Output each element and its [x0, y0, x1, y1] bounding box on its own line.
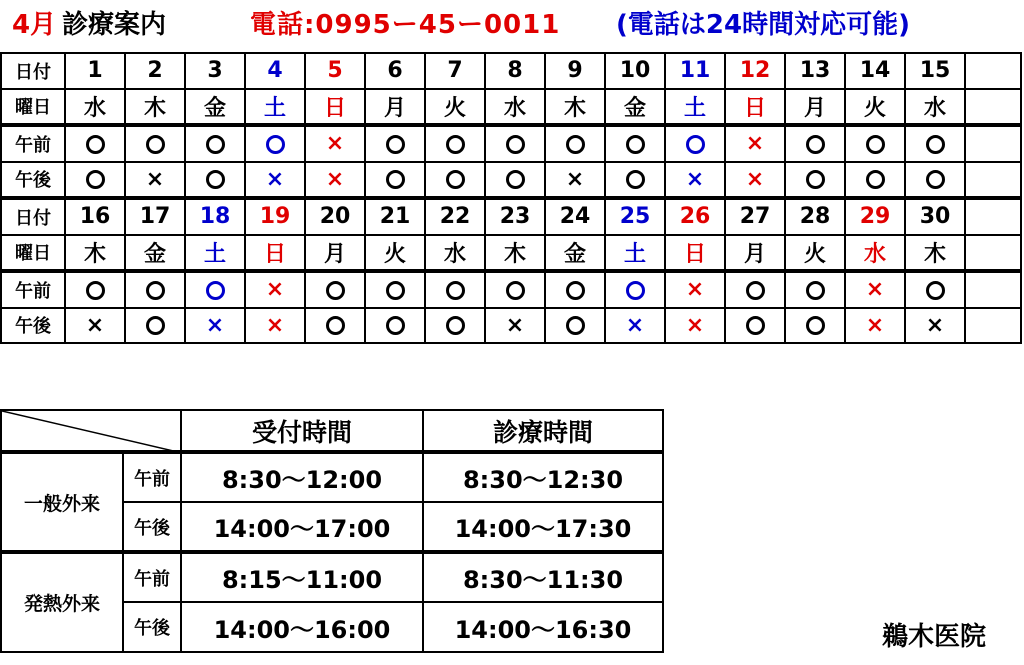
circle-icon	[206, 135, 225, 154]
day-number: 16	[65, 198, 125, 235]
cross-icon: ×	[685, 166, 705, 192]
open-mark	[65, 125, 125, 162]
open-mark	[545, 271, 605, 308]
empty-cell	[965, 271, 1021, 308]
day-number: 4	[245, 53, 305, 89]
open-mark	[905, 162, 965, 199]
month-label: 4月	[12, 10, 57, 40]
cross-icon: ×	[625, 312, 645, 338]
day-weekday: 水	[845, 235, 905, 272]
session-am: 午前	[123, 552, 181, 602]
circle-icon	[626, 135, 645, 154]
open-mark	[845, 125, 905, 162]
session-pm: 午後	[123, 502, 181, 552]
open-mark	[785, 162, 845, 199]
circle-icon	[566, 281, 585, 300]
day-number: 29	[845, 198, 905, 235]
circle-icon	[146, 135, 165, 154]
open-mark	[65, 271, 125, 308]
day-weekday: 木	[545, 89, 605, 126]
closed-mark	[245, 308, 305, 344]
day-number: 27	[725, 198, 785, 235]
circle-icon	[146, 316, 165, 335]
circle-icon	[746, 281, 765, 300]
day-weekday: 金	[545, 235, 605, 272]
open-mark	[185, 162, 245, 199]
open-mark	[905, 125, 965, 162]
closed-mark	[905, 308, 965, 344]
open-mark	[125, 125, 185, 162]
open-mark	[605, 162, 665, 199]
day-number: 1	[65, 53, 125, 89]
empty-cell	[965, 235, 1021, 272]
circle-icon	[446, 281, 465, 300]
day-weekday: 月	[785, 89, 845, 126]
open-mark	[65, 162, 125, 199]
row-label-weekday: 曜日	[1, 89, 65, 126]
open-mark	[245, 125, 305, 162]
day-number: 5	[305, 53, 365, 89]
cross-icon: ×	[145, 166, 165, 192]
circle-icon	[686, 135, 705, 154]
closed-mark	[845, 271, 905, 308]
circle-icon	[206, 170, 225, 189]
circle-icon	[326, 281, 345, 300]
empty-cell	[965, 53, 1021, 89]
open-mark	[125, 271, 185, 308]
day-number: 12	[725, 53, 785, 89]
day-number: 26	[665, 198, 725, 235]
closed-mark	[65, 308, 125, 344]
circle-icon	[146, 281, 165, 300]
open-mark	[305, 271, 365, 308]
closed-mark	[305, 125, 365, 162]
open-mark	[605, 271, 665, 308]
circle-icon	[926, 135, 945, 154]
cross-icon: ×	[265, 166, 285, 192]
page-title: 診療案内	[62, 10, 167, 40]
row-label-am: 午前	[1, 125, 65, 162]
row-label-am: 午前	[1, 271, 65, 308]
day-weekday: 木	[65, 235, 125, 272]
day-weekday: 月	[365, 89, 425, 126]
closed-mark	[305, 162, 365, 199]
circle-icon	[386, 170, 405, 189]
circle-icon	[86, 170, 105, 189]
circle-icon	[566, 316, 585, 335]
day-weekday: 金	[605, 89, 665, 126]
day-number: 6	[365, 53, 425, 89]
empty-cell	[965, 308, 1021, 344]
open-mark	[545, 308, 605, 344]
circle-icon	[386, 135, 405, 154]
day-weekday: 木	[485, 235, 545, 272]
consultation-time-header: 診療時間	[423, 410, 663, 452]
day-weekday: 月	[725, 235, 785, 272]
circle-icon	[806, 135, 825, 154]
circle-icon	[386, 316, 405, 335]
open-mark	[605, 125, 665, 162]
day-weekday: 木	[905, 235, 965, 272]
row-label-date: 日付	[1, 198, 65, 235]
day-number: 3	[185, 53, 245, 89]
row-label-pm: 午後	[1, 308, 65, 344]
day-number: 14	[845, 53, 905, 89]
day-number: 25	[605, 198, 665, 235]
circle-icon	[806, 170, 825, 189]
circle-icon	[446, 316, 465, 335]
closed-mark	[725, 125, 785, 162]
cross-icon: ×	[325, 166, 345, 192]
day-weekday: 日	[305, 89, 365, 126]
circle-icon	[446, 135, 465, 154]
session-pm: 午後	[123, 602, 181, 652]
closed-mark	[725, 162, 785, 199]
open-mark	[365, 308, 425, 344]
open-mark	[425, 308, 485, 344]
day-number: 17	[125, 198, 185, 235]
closed-mark	[245, 162, 305, 199]
circle-icon	[506, 281, 525, 300]
cross-icon: ×	[205, 312, 225, 338]
day-weekday: 火	[845, 89, 905, 126]
cross-icon: ×	[265, 312, 285, 338]
circle-icon	[626, 170, 645, 189]
day-weekday: 水	[485, 89, 545, 126]
day-weekday: 日	[725, 89, 785, 126]
closed-mark	[605, 308, 665, 344]
open-mark	[125, 308, 185, 344]
phone-note: (電話は24時間対応可能)	[616, 10, 910, 40]
circle-icon	[866, 135, 885, 154]
circle-icon	[806, 281, 825, 300]
cross-icon: ×	[265, 277, 285, 303]
day-weekday: 日	[245, 235, 305, 272]
closed-mark	[245, 271, 305, 308]
open-mark	[425, 271, 485, 308]
day-number: 7	[425, 53, 485, 89]
open-mark	[785, 125, 845, 162]
cross-icon: ×	[865, 277, 885, 303]
circle-icon	[326, 316, 345, 335]
fever-am-consultation: 8:30〜11:30	[423, 552, 663, 602]
day-weekday: 水	[425, 235, 485, 272]
circle-icon	[446, 170, 465, 189]
empty-cell	[965, 198, 1021, 235]
open-mark	[485, 125, 545, 162]
cross-icon: ×	[745, 166, 765, 192]
day-number: 18	[185, 198, 245, 235]
cross-icon: ×	[865, 312, 885, 338]
day-number: 9	[545, 53, 605, 89]
cross-icon: ×	[85, 312, 105, 338]
day-weekday: 月	[305, 235, 365, 272]
empty-cell	[965, 89, 1021, 126]
hours-table	[0, 409, 664, 653]
day-weekday: 木	[125, 89, 185, 126]
day-number: 22	[425, 198, 485, 235]
corner-cell	[1, 410, 181, 452]
general-am-consultation: 8:30〜12:30	[423, 452, 663, 502]
open-mark	[485, 271, 545, 308]
empty-cell	[965, 125, 1021, 162]
open-mark	[785, 308, 845, 344]
closed-mark	[665, 162, 725, 199]
closed-mark	[185, 308, 245, 344]
closed-mark	[485, 308, 545, 344]
row-label-weekday: 曜日	[1, 235, 65, 272]
open-mark	[485, 162, 545, 199]
open-mark	[185, 271, 245, 308]
day-number: 30	[905, 198, 965, 235]
closed-mark	[665, 271, 725, 308]
day-number: 28	[785, 198, 845, 235]
cross-icon: ×	[505, 312, 525, 338]
day-weekday: 土	[605, 235, 665, 272]
day-number: 23	[485, 198, 545, 235]
open-mark	[365, 162, 425, 199]
open-mark	[725, 308, 785, 344]
general-pm-reception: 14:00〜17:00	[181, 502, 423, 552]
circle-icon	[746, 316, 765, 335]
day-number: 2	[125, 53, 185, 89]
day-number: 8	[485, 53, 545, 89]
day-weekday: 金	[185, 89, 245, 126]
open-mark	[545, 125, 605, 162]
cross-icon: ×	[685, 312, 705, 338]
general-am-reception: 8:30〜12:00	[181, 452, 423, 502]
day-weekday: 火	[365, 235, 425, 272]
open-mark	[725, 271, 785, 308]
cross-icon: ×	[925, 312, 945, 338]
day-weekday: 水	[905, 89, 965, 126]
open-mark	[365, 125, 425, 162]
closed-mark	[125, 162, 185, 199]
circle-icon	[86, 135, 105, 154]
cross-icon: ×	[685, 277, 705, 303]
open-mark	[845, 162, 905, 199]
day-weekday: 火	[785, 235, 845, 272]
day-weekday: 土	[245, 89, 305, 126]
circle-icon	[866, 170, 885, 189]
day-number: 21	[365, 198, 425, 235]
clinic-name: 鵜木医院	[882, 622, 987, 652]
open-mark	[425, 125, 485, 162]
open-mark	[425, 162, 485, 199]
fever-outpatient-label: 発熱外来	[1, 552, 123, 652]
circle-icon	[86, 281, 105, 300]
circle-icon	[506, 135, 525, 154]
circle-icon	[266, 135, 285, 154]
circle-icon	[206, 281, 225, 300]
day-number: 24	[545, 198, 605, 235]
circle-icon	[626, 281, 645, 300]
empty-cell	[965, 162, 1021, 199]
session-am: 午前	[123, 452, 181, 502]
day-number: 13	[785, 53, 845, 89]
day-number: 10	[605, 53, 665, 89]
day-number: 19	[245, 198, 305, 235]
closed-mark	[665, 308, 725, 344]
day-weekday: 土	[665, 89, 725, 126]
phone-number: 電話:0995ー45ー0011	[250, 10, 561, 40]
diagonal-line	[2, 411, 182, 453]
open-mark	[365, 271, 425, 308]
row-label-date: 日付	[1, 53, 65, 89]
fever-pm-reception: 14:00〜16:00	[181, 602, 423, 652]
closed-mark	[545, 162, 605, 199]
open-mark	[785, 271, 845, 308]
day-weekday: 火	[425, 89, 485, 126]
circle-icon	[926, 170, 945, 189]
circle-icon	[386, 281, 405, 300]
circle-icon	[506, 170, 525, 189]
row-label-pm: 午後	[1, 162, 65, 199]
general-outpatient-label: 一般外来	[1, 452, 123, 552]
cross-icon: ×	[745, 131, 765, 157]
day-weekday: 土	[185, 235, 245, 272]
open-mark	[665, 125, 725, 162]
general-pm-consultation: 14:00〜17:30	[423, 502, 663, 552]
day-number: 11	[665, 53, 725, 89]
day-weekday: 水	[65, 89, 125, 126]
day-number: 20	[305, 198, 365, 235]
open-mark	[905, 271, 965, 308]
cross-icon: ×	[565, 166, 585, 192]
day-weekday: 日	[665, 235, 725, 272]
header	[0, 0, 1024, 50]
circle-icon	[566, 135, 585, 154]
reception-time-header: 受付時間	[181, 410, 423, 452]
circle-icon	[806, 316, 825, 335]
cross-icon: ×	[325, 131, 345, 157]
circle-icon	[926, 281, 945, 300]
fever-pm-consultation: 14:00〜16:30	[423, 602, 663, 652]
schedule-calendar	[0, 52, 1022, 344]
open-mark	[185, 125, 245, 162]
day-weekday: 金	[125, 235, 185, 272]
closed-mark	[845, 308, 905, 344]
open-mark	[305, 308, 365, 344]
day-number: 15	[905, 53, 965, 89]
fever-am-reception: 8:15〜11:00	[181, 552, 423, 602]
